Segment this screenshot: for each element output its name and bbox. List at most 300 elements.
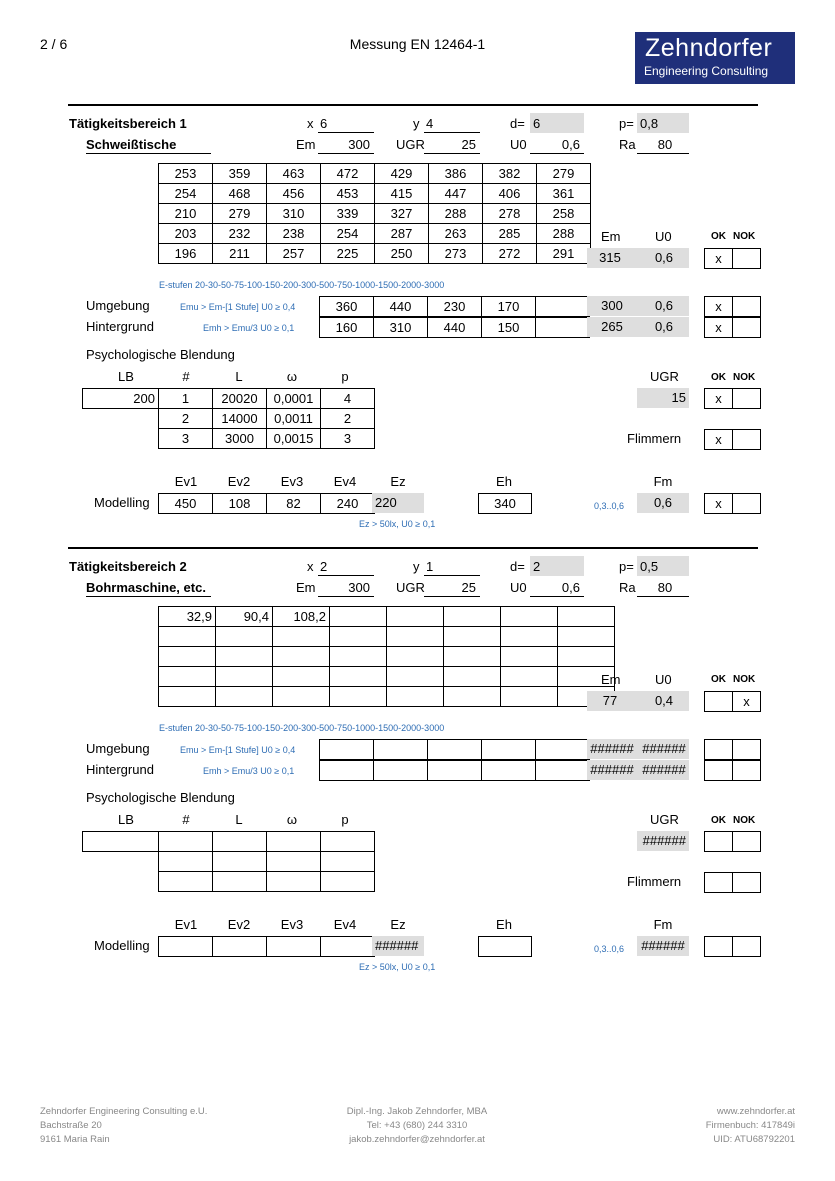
grid-cell[interactable]: 406 xyxy=(483,184,537,204)
flimmern-ok-nok xyxy=(704,429,761,450)
modelling-table xyxy=(158,936,375,957)
grid-cell[interactable]: 263 xyxy=(429,224,483,244)
measurement-grid xyxy=(158,163,591,264)
grid-cell[interactable]: 203 xyxy=(159,224,213,244)
value-cell[interactable] xyxy=(536,761,590,781)
ev-cell[interactable]: 450 xyxy=(159,494,213,514)
hintergrund-label: Hintergrund xyxy=(86,762,154,777)
hintergrund-label: Hintergrund xyxy=(86,319,154,334)
underline xyxy=(637,596,689,597)
grid-cell[interactable] xyxy=(387,667,444,687)
value-cell[interactable] xyxy=(320,740,374,760)
lb-value-box[interactable] xyxy=(82,388,159,409)
document-title: Messung EN 12464-1 xyxy=(349,36,486,52)
grid-cell[interactable] xyxy=(330,687,387,707)
value-cell[interactable] xyxy=(536,297,590,317)
ev-cell[interactable] xyxy=(213,937,267,957)
grid-cell[interactable] xyxy=(444,627,501,647)
grid-cell[interactable] xyxy=(387,687,444,707)
p-value: 0,8 xyxy=(640,116,659,131)
footer-registry xyxy=(595,1105,795,1147)
x-label: x xyxy=(307,559,314,574)
grid-cell[interactable]: 310 xyxy=(267,204,321,224)
grid-cell[interactable]: 108,2 xyxy=(273,607,330,627)
ugr-ok-nok xyxy=(704,388,761,409)
grid-cell[interactable]: 250 xyxy=(375,244,429,264)
grid-cell[interactable] xyxy=(330,627,387,647)
glare-cell[interactable]: 14000 xyxy=(213,409,267,429)
value-cell[interactable] xyxy=(536,318,590,338)
grid-cell[interactable] xyxy=(387,627,444,647)
underline xyxy=(318,596,374,597)
nok-cell[interactable] xyxy=(733,389,761,409)
grid-cell[interactable]: 273 xyxy=(429,244,483,264)
page-number: 2 / 6 xyxy=(40,36,68,52)
flimmern-ok-nok xyxy=(704,872,761,893)
ok-cell[interactable] xyxy=(705,761,733,781)
d-value: 2 xyxy=(533,559,541,574)
fm-header: Fm xyxy=(653,474,673,489)
ev-cell[interactable]: 108 xyxy=(213,494,267,514)
glare-cell[interactable]: 3 xyxy=(159,429,213,449)
glare-cell[interactable] xyxy=(267,832,321,852)
nok-cell[interactable] xyxy=(733,873,761,893)
underline xyxy=(424,596,480,597)
ev-cell[interactable] xyxy=(159,937,213,957)
grid-cell[interactable]: 468 xyxy=(213,184,267,204)
footer-line: Firmenbuch: 417849i xyxy=(705,1120,795,1131)
e-stufen-legend: E-stufen 20-30-50-75-100-150-200-300-500-750-1000-1500-2000-3000 xyxy=(159,723,445,733)
value-cell[interactable] xyxy=(374,740,428,760)
grid-cell[interactable] xyxy=(501,627,558,647)
grid-cell[interactable]: 279 xyxy=(213,204,267,224)
glare-cell[interactable]: 2 xyxy=(159,409,213,429)
grid-cell[interactable]: 285 xyxy=(483,224,537,244)
hintergrund-ok-nok xyxy=(704,760,761,781)
ez-header: Ez xyxy=(390,474,406,489)
nok-header: NOK xyxy=(733,372,756,383)
ok-cell[interactable]: x xyxy=(705,389,733,409)
grid-cell[interactable]: 361 xyxy=(537,184,591,204)
grid-cell[interactable] xyxy=(273,667,330,687)
hintergrund-em: ###### xyxy=(590,762,634,777)
hintergrund-values xyxy=(319,760,590,781)
grid-cell[interactable] xyxy=(444,647,501,667)
grid-cell[interactable] xyxy=(501,607,558,627)
glare-cell[interactable] xyxy=(267,872,321,892)
value-cell[interactable]: 360 xyxy=(320,297,374,317)
omega-header: ω xyxy=(286,369,298,384)
lb-header: LB xyxy=(118,369,134,384)
ez-criterion: Ez > 50lx, U0 ≥ 0,1 xyxy=(359,962,436,972)
grid-cell[interactable] xyxy=(159,627,216,647)
glare-cell[interactable] xyxy=(213,832,267,852)
umgebung-ok-nok xyxy=(704,739,761,760)
glare-cell[interactable] xyxy=(321,832,375,852)
fm-header: Fm xyxy=(653,917,673,932)
grid-cell[interactable] xyxy=(159,647,216,667)
modelling-label: Modelling xyxy=(94,495,150,510)
luminance-header: L xyxy=(235,812,243,827)
grid-cell[interactable]: 415 xyxy=(375,184,429,204)
grid-cell[interactable]: 382 xyxy=(483,164,537,184)
ev-cell[interactable] xyxy=(321,937,375,957)
umgebung-em: 300 xyxy=(601,298,623,313)
grid-cell[interactable]: 386 xyxy=(429,164,483,184)
ok-cell[interactable] xyxy=(705,937,733,957)
ev4-header: Ev4 xyxy=(333,474,357,489)
glare-row xyxy=(159,872,375,892)
x-value: 6 xyxy=(320,116,328,131)
glare-row xyxy=(159,409,375,429)
nok-cell[interactable] xyxy=(733,832,761,852)
value-cell[interactable] xyxy=(374,761,428,781)
ra-target: 80 xyxy=(657,580,673,595)
value-cell[interactable] xyxy=(536,740,590,760)
value-cell[interactable]: 230 xyxy=(428,297,482,317)
grid-cell[interactable]: 32,9 xyxy=(159,607,216,627)
lb-value: 200 xyxy=(133,391,155,406)
hintergrund-criterion: Emh > Emu/3 U0 ≥ 0,1 xyxy=(203,766,295,776)
umgebung-criterion: Emu > Em-[1 Stufe] U0 ≥ 0,4 xyxy=(180,745,296,755)
count-header: # xyxy=(182,369,190,384)
grid-cell[interactable]: 447 xyxy=(429,184,483,204)
eh-header: Eh xyxy=(496,474,512,489)
glare-cell[interactable] xyxy=(213,872,267,892)
eh-value[interactable] xyxy=(478,936,532,957)
value-cell[interactable] xyxy=(320,761,374,781)
logo-line-2: Engineering Consulting xyxy=(644,64,769,78)
grid-cell[interactable] xyxy=(501,687,558,707)
grid-cell[interactable]: 288 xyxy=(537,224,591,244)
p-label: p= xyxy=(619,116,634,131)
ev4-header: Ev4 xyxy=(333,917,357,932)
y-value: 1 xyxy=(426,559,434,574)
grid-cell[interactable] xyxy=(216,647,273,667)
glare-cell[interactable]: 0,0011 xyxy=(267,409,321,429)
underline xyxy=(424,132,480,133)
ev1-header: Ev1 xyxy=(174,917,198,932)
value-cell[interactable]: 160 xyxy=(320,318,374,338)
nok-cell[interactable] xyxy=(733,494,761,514)
glare-cell[interactable]: 1 xyxy=(159,389,213,409)
underline xyxy=(86,153,211,154)
grid-cell[interactable]: 272 xyxy=(483,244,537,264)
u0-result: 0,6 xyxy=(654,250,674,265)
umgebung-label: Umgebung xyxy=(86,298,150,313)
value-cell[interactable] xyxy=(482,740,536,760)
grid-cell[interactable] xyxy=(159,667,216,687)
footer-line: Tel: +43 (680) 244 3310 xyxy=(366,1120,468,1131)
ugr-result-label: UGR xyxy=(650,369,679,384)
ugr-label: UGR xyxy=(396,137,425,152)
grid-cell[interactable] xyxy=(501,667,558,687)
footer-company xyxy=(40,1105,207,1147)
modelling-ok-nok xyxy=(704,493,761,514)
ok-cell[interactable]: x xyxy=(705,494,733,514)
grid-cell[interactable] xyxy=(159,687,216,707)
lb-value-box[interactable] xyxy=(82,831,159,852)
grid-cell[interactable] xyxy=(558,627,615,647)
glare-row xyxy=(159,429,375,449)
hintergrund-u0: ###### xyxy=(642,762,686,777)
ez-header: Ez xyxy=(390,917,406,932)
ugr-target: 25 xyxy=(461,580,476,595)
nok-cell[interactable] xyxy=(733,740,761,760)
glare-cell[interactable]: 3000 xyxy=(213,429,267,449)
glare-cell[interactable] xyxy=(159,852,213,872)
hintergrund-criterion: Emh > Emu/3 U0 ≥ 0,1 xyxy=(203,323,295,333)
grid-row xyxy=(159,647,615,667)
glare-cell[interactable] xyxy=(321,872,375,892)
umgebung-values xyxy=(319,296,590,317)
nok-cell[interactable] xyxy=(733,297,761,317)
grid-cell[interactable]: 232 xyxy=(213,224,267,244)
ugr-result: ###### xyxy=(642,833,686,848)
omega-header: ω xyxy=(286,812,298,827)
nok-cell[interactable]: x xyxy=(733,692,761,712)
grid-cell[interactable]: 291 xyxy=(537,244,591,264)
ev-cell[interactable] xyxy=(267,937,321,957)
grid-cell[interactable]: 429 xyxy=(375,164,429,184)
umgebung-u0: 0,6 xyxy=(654,298,674,313)
nok-cell[interactable] xyxy=(733,430,761,450)
umgebung-u0: ###### xyxy=(642,741,686,756)
nok-header: NOK xyxy=(733,231,756,242)
hintergrund-em: 265 xyxy=(601,319,623,334)
footer-line: Zehndorfer Engineering Consulting e.U. xyxy=(40,1106,208,1117)
umgebung-ok-nok xyxy=(704,296,761,317)
grid-cell[interactable]: 238 xyxy=(267,224,321,244)
glare-cell[interactable] xyxy=(159,872,213,892)
grid-cell[interactable]: 258 xyxy=(537,204,591,224)
hintergrund-ok-nok xyxy=(704,317,761,338)
grid-cell[interactable]: 453 xyxy=(321,184,375,204)
value-cell[interactable]: 150 xyxy=(482,318,536,338)
underline xyxy=(530,596,584,597)
umgebung-label: Umgebung xyxy=(86,741,150,756)
glare-cell[interactable] xyxy=(213,852,267,872)
glare-cell[interactable]: 3 xyxy=(321,429,375,449)
ez-value: ###### xyxy=(375,938,419,953)
value-cell[interactable]: 170 xyxy=(482,297,536,317)
ok-cell[interactable]: x xyxy=(705,318,733,338)
lb-header: LB xyxy=(118,812,134,827)
grid-cell[interactable]: 278 xyxy=(483,204,537,224)
ez-value: 220 xyxy=(375,495,397,510)
grid-cell[interactable] xyxy=(558,607,615,627)
y-value: 4 xyxy=(426,116,434,131)
grid-cell[interactable] xyxy=(273,627,330,647)
nok-cell[interactable] xyxy=(733,761,761,781)
count-header: # xyxy=(182,812,190,827)
grid-cell[interactable]: 339 xyxy=(321,204,375,224)
u0-result: 0,4 xyxy=(654,693,674,708)
grid-cell[interactable] xyxy=(387,607,444,627)
grid-cell[interactable]: 327 xyxy=(375,204,429,224)
underline xyxy=(530,153,584,154)
u0-label: U0 xyxy=(510,580,527,595)
grid-cell[interactable]: 359 xyxy=(213,164,267,184)
grid-cell[interactable] xyxy=(273,647,330,667)
glare-cell[interactable] xyxy=(321,852,375,872)
grid-row xyxy=(159,607,615,627)
ugr-ok-nok xyxy=(704,831,761,852)
p-value: 0,5 xyxy=(640,559,659,574)
d-label: d= xyxy=(510,559,525,574)
grid-cell[interactable]: 472 xyxy=(321,164,375,184)
modelling-label: Modelling xyxy=(94,938,150,953)
nok-header: NOK xyxy=(733,815,756,826)
grid-ok-nok xyxy=(704,248,761,269)
grid-cell[interactable] xyxy=(273,687,330,707)
ok-header: OK xyxy=(711,231,726,242)
grid-cell[interactable] xyxy=(444,607,501,627)
value-cell[interactable] xyxy=(428,761,482,781)
glare-cell[interactable] xyxy=(267,852,321,872)
nok-header: NOK xyxy=(733,674,756,685)
ok-header: OK xyxy=(711,674,726,685)
footer-line: 9161 Maria Rain xyxy=(40,1134,110,1145)
nok-cell[interactable] xyxy=(733,318,761,338)
ugr-result: 15 xyxy=(671,390,686,405)
y-label: y xyxy=(413,116,420,131)
footer-line: www.zehndorfer.at xyxy=(716,1106,795,1117)
u0-target: 0,6 xyxy=(561,580,580,595)
glare-cell[interactable] xyxy=(159,832,213,852)
workplace-name: Bohrmaschine, etc. xyxy=(86,580,206,595)
underline xyxy=(318,132,374,133)
x-value: 2 xyxy=(320,559,328,574)
grid-cell[interactable]: 253 xyxy=(159,164,213,184)
grid-cell[interactable] xyxy=(216,667,273,687)
ra-label: Ra xyxy=(619,137,636,152)
em-result: 77 xyxy=(602,693,618,708)
logo-line-1: Zehndorfer xyxy=(645,34,773,62)
glare-cell[interactable]: 4 xyxy=(321,389,375,409)
grid-cell[interactable] xyxy=(330,607,387,627)
fm-value: 0,6 xyxy=(653,495,673,510)
ok-header: OK xyxy=(711,372,726,383)
y-label: y xyxy=(413,559,420,574)
grid-cell[interactable] xyxy=(501,647,558,667)
grid-row xyxy=(159,204,591,224)
glare-cell[interactable]: 20020 xyxy=(213,389,267,409)
grid-cell[interactable]: 257 xyxy=(267,244,321,264)
nok-cell[interactable] xyxy=(733,937,761,957)
value-cell[interactable] xyxy=(428,740,482,760)
grid-cell[interactable]: 254 xyxy=(159,184,213,204)
grid-cell[interactable]: 279 xyxy=(537,164,591,184)
fm-range: 0,3..0,6 xyxy=(594,501,625,511)
em-target: 300 xyxy=(348,580,370,595)
ugr-target: 25 xyxy=(461,137,476,152)
psych-glare-title: Psychologische Blendung xyxy=(86,347,235,362)
section-title: Tätigkeitsbereich 1 xyxy=(69,116,187,131)
ok-cell[interactable] xyxy=(705,740,733,760)
grid-cell[interactable]: 211 xyxy=(213,244,267,264)
grid-cell[interactable]: 210 xyxy=(159,204,213,224)
section-divider xyxy=(68,547,758,549)
grid-cell[interactable] xyxy=(330,667,387,687)
glare-table xyxy=(158,831,375,892)
umgebung-criterion: Emu > Em-[1 Stufe] U0 ≥ 0,4 xyxy=(180,302,296,312)
grid-cell[interactable]: 90,4 xyxy=(216,607,273,627)
grid-cell[interactable]: 288 xyxy=(429,204,483,224)
ev-cell[interactable]: 240 xyxy=(321,494,375,514)
ev3-header: Ev3 xyxy=(280,917,304,932)
modelling-ok-nok xyxy=(704,936,761,957)
psych-glare-title: Psychologische Blendung xyxy=(86,790,235,805)
grid-cell[interactable]: 456 xyxy=(267,184,321,204)
grid-cell[interactable] xyxy=(444,667,501,687)
d-value: 6 xyxy=(533,116,541,131)
footer-line: Dipl.-Ing. Jakob Zehndorfer, MBA xyxy=(346,1106,488,1117)
em-label: Em xyxy=(296,137,316,152)
value-cell[interactable]: 440 xyxy=(428,318,482,338)
glare-cell[interactable]: 0,0001 xyxy=(267,389,321,409)
ok-cell[interactable] xyxy=(705,832,733,852)
section-divider xyxy=(68,104,758,106)
u0-result-label: U0 xyxy=(655,229,672,244)
fm-range: 0,3..0,6 xyxy=(594,944,625,954)
grid-cell[interactable] xyxy=(216,687,273,707)
ok-cell[interactable]: x xyxy=(705,249,733,269)
grid-cell[interactable]: 225 xyxy=(321,244,375,264)
ok-header: OK xyxy=(711,815,726,826)
em-result-label: Em xyxy=(601,672,621,687)
modelling-table xyxy=(158,493,375,514)
grid-cell[interactable]: 254 xyxy=(321,224,375,244)
underline xyxy=(86,596,211,597)
em-result-label: Em xyxy=(601,229,621,244)
u0-result-label: U0 xyxy=(655,672,672,687)
grid-cell[interactable]: 463 xyxy=(267,164,321,184)
value-cell[interactable] xyxy=(482,761,536,781)
value-cell[interactable]: 440 xyxy=(374,297,428,317)
nok-cell[interactable] xyxy=(733,249,761,269)
grid-cell[interactable] xyxy=(216,627,273,647)
ok-cell[interactable] xyxy=(705,873,733,893)
eh-value[interactable]: 340 xyxy=(478,493,532,514)
grid-row xyxy=(159,224,591,244)
ok-cell[interactable]: x xyxy=(705,430,733,450)
ok-cell[interactable]: x xyxy=(705,297,733,317)
value-cell[interactable]: 310 xyxy=(374,318,428,338)
grid-cell[interactable] xyxy=(330,647,387,667)
umgebung-values xyxy=(319,739,590,760)
hintergrund-values xyxy=(319,317,590,338)
ugr-result-label: UGR xyxy=(650,812,679,827)
grid-cell[interactable] xyxy=(444,687,501,707)
em-label: Em xyxy=(296,580,316,595)
ev-cell[interactable]: 82 xyxy=(267,494,321,514)
ok-cell[interactable] xyxy=(705,692,733,712)
glare-cell[interactable]: 0,0015 xyxy=(267,429,321,449)
glare-cell[interactable]: 2 xyxy=(321,409,375,429)
grid-cell[interactable] xyxy=(558,647,615,667)
grid-row xyxy=(159,184,591,204)
grid-row xyxy=(159,687,615,707)
footer-line: jakob.zehndorfer@zehndorfer.at xyxy=(349,1134,485,1145)
p-label: p= xyxy=(619,559,634,574)
ra-target: 80 xyxy=(657,137,673,152)
grid-cell[interactable]: 196 xyxy=(159,244,213,264)
grid-cell[interactable] xyxy=(387,647,444,667)
e-stufen-legend: E-stufen 20-30-50-75-100-150-200-300-500-750-1000-1500-2000-3000 xyxy=(159,280,445,290)
grid-cell[interactable]: 287 xyxy=(375,224,429,244)
p-header: p xyxy=(341,369,349,384)
